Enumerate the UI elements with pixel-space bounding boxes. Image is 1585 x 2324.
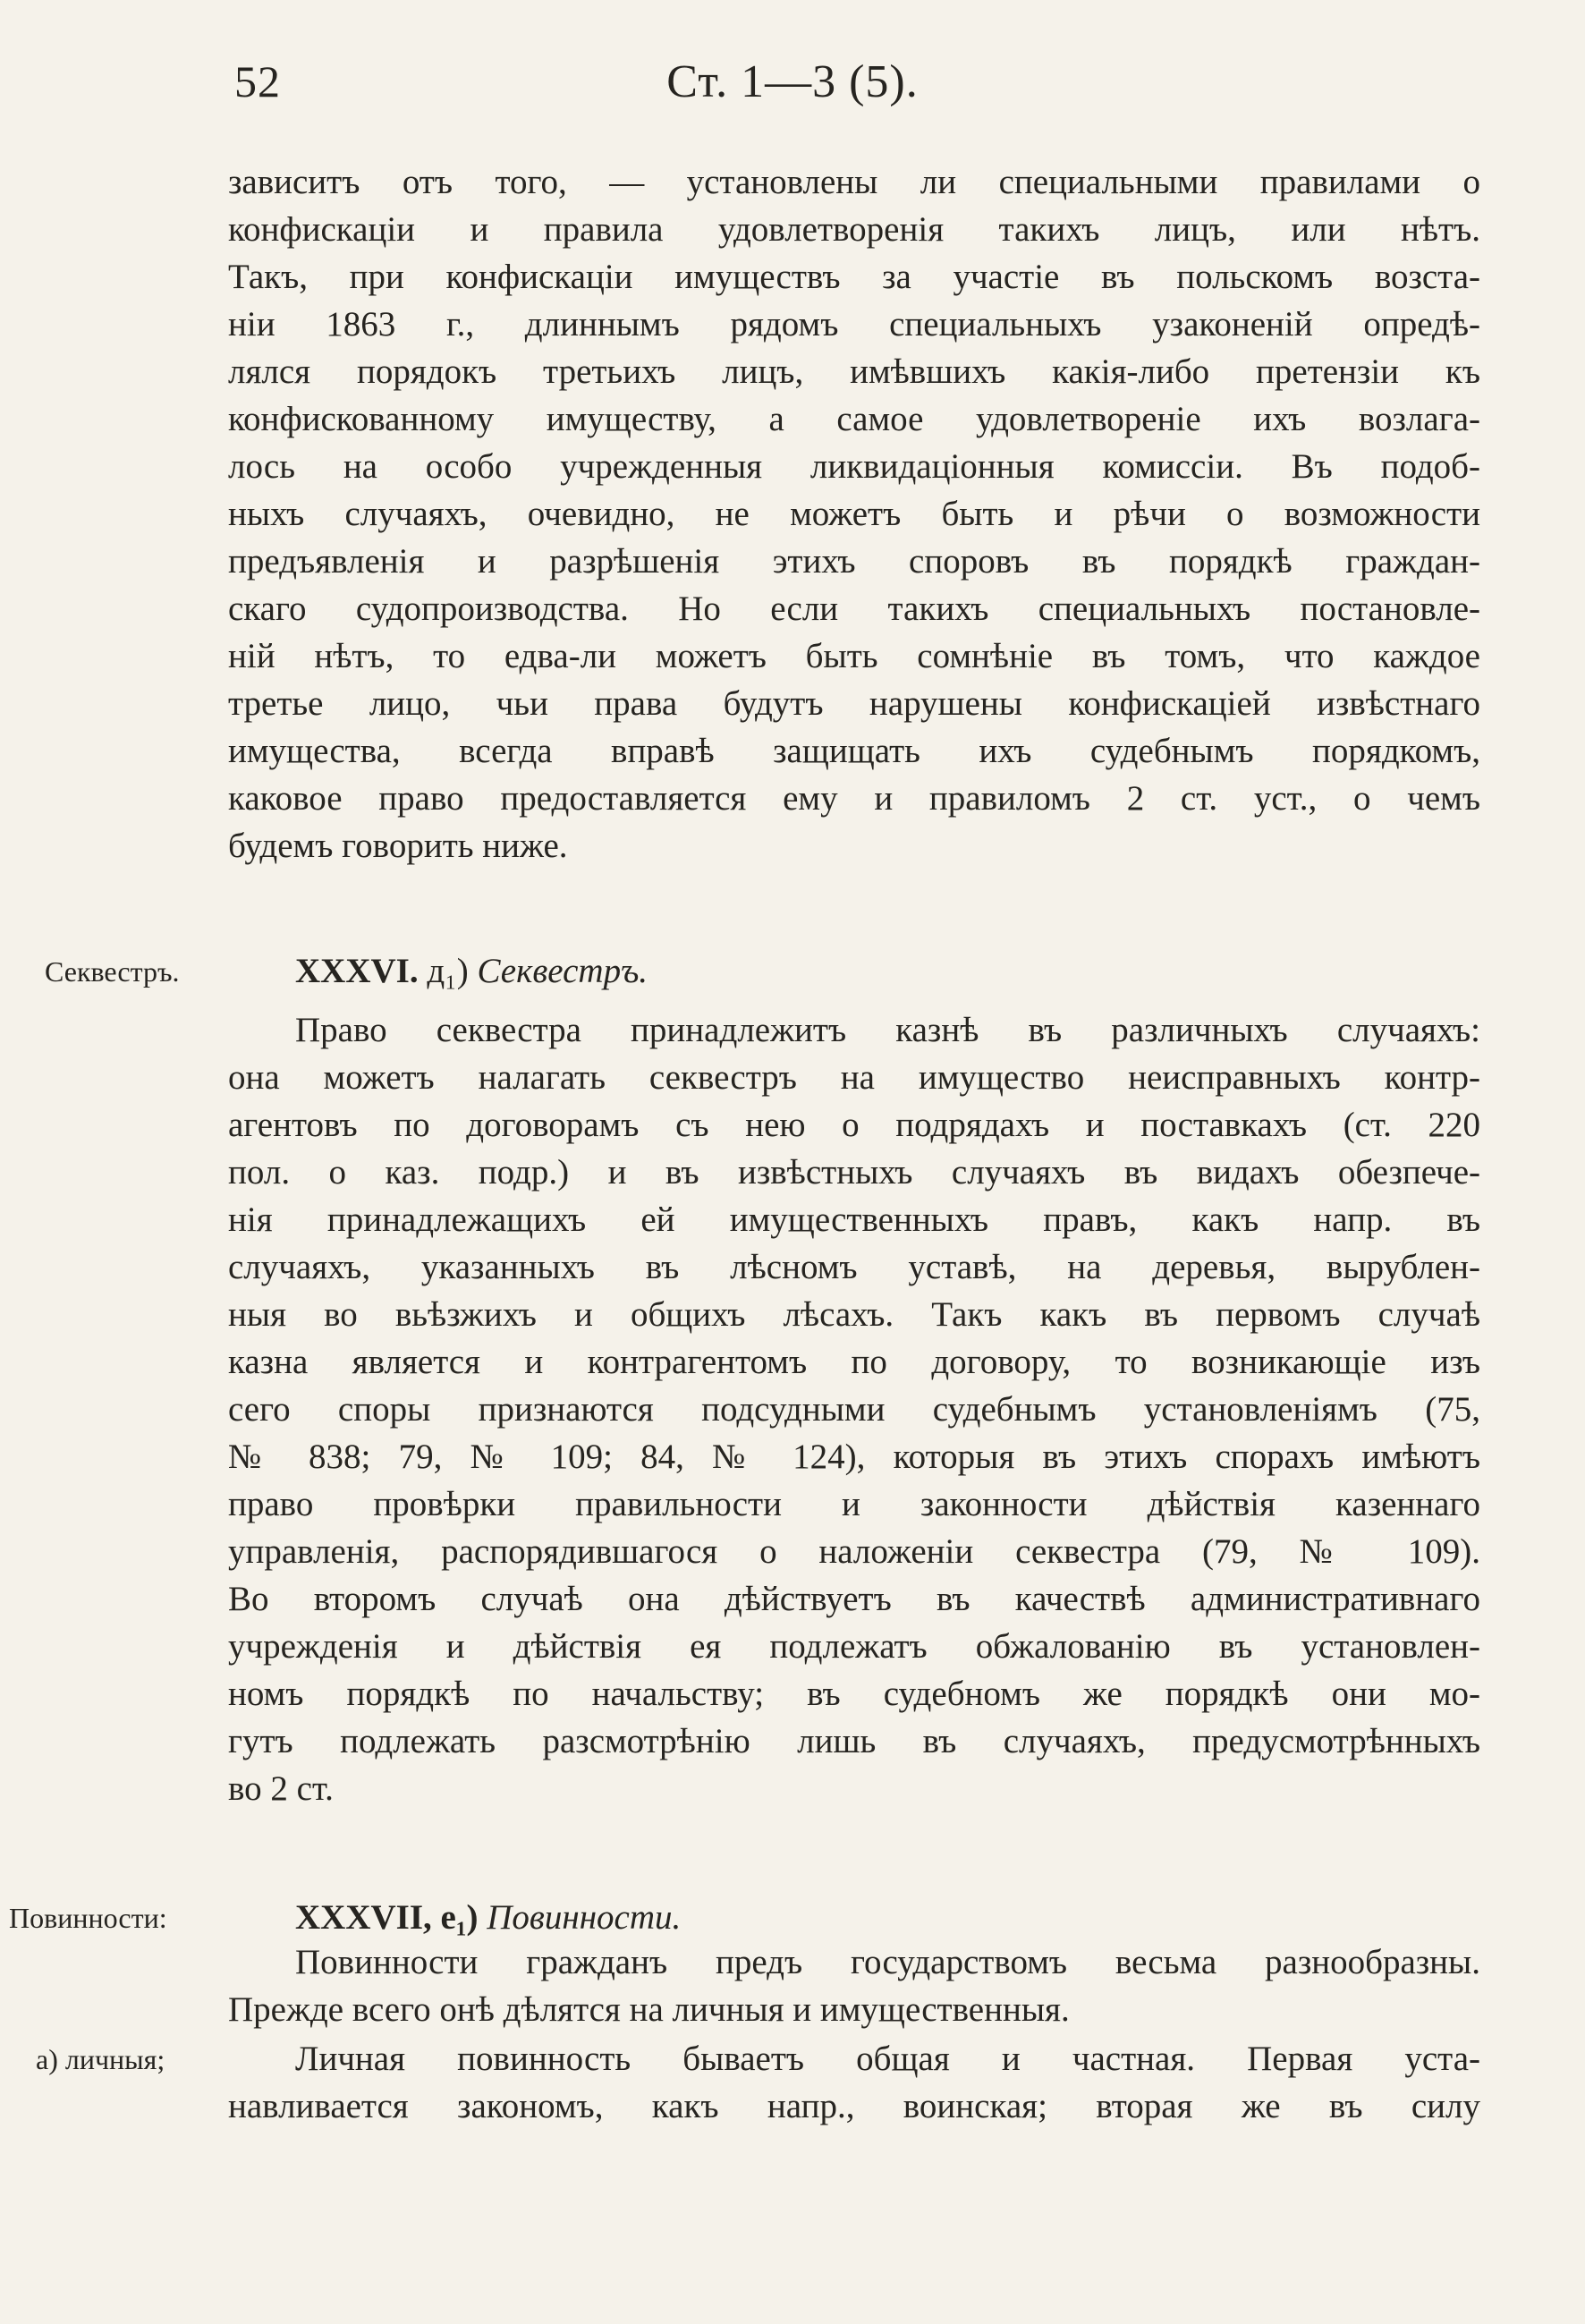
text-line: Прежде всего онѣ дѣлятся на личныя и имущественныя. xyxy=(228,1990,1070,2029)
section-letter: е₁) xyxy=(440,1898,479,1937)
text-line: учрежденія и дѣйствія ея подлежатъ обжалованію въ установлен- xyxy=(228,1627,1480,1666)
section-heading-36 xyxy=(295,948,1480,995)
text-line: лялся порядокъ третьихъ лицъ, имѣвшихъ какія-либо претензіи къ xyxy=(228,352,1480,391)
text-line: Такъ, при конфискаціи имуществъ за участіе въ польскомъ возста- xyxy=(228,258,1480,296)
text-line: сего споры признаются подсудными судебнымъ установленіямъ (75, xyxy=(228,1390,1480,1429)
text-line: конфискаціи и правила удовлетворенія такихъ лицъ, или нѣтъ. xyxy=(228,210,1480,249)
text-line: номъ порядкѣ по начальству; въ судебномъ же порядкѣ они мо- xyxy=(228,1675,1480,1713)
margin-note-personal: а) личныя; xyxy=(36,2043,165,2075)
text-line: нія принадлежащихъ ей имущественныхъ правъ, какъ напр. въ xyxy=(228,1200,1480,1239)
text-line: случаяхъ, указанныхъ въ лѣсномъ уставѣ, на деревья, вырублен- xyxy=(228,1248,1480,1286)
text-line: ныхъ случаяхъ, очевидно, не можетъ быть и рѣчи о возможности xyxy=(228,495,1480,533)
margin-note-sequester: Секвестръ. xyxy=(45,955,180,988)
text-line: будемъ говорить ниже. xyxy=(228,827,568,865)
text-line: пол. о каз. подр.) и въ извѣстныхъ случаяхъ въ видахъ обезпече- xyxy=(228,1153,1480,1192)
text-line: ній нѣтъ, то едва-ли можетъ быть сомнѣніе въ томъ, что каждое xyxy=(228,637,1480,675)
text-line: конфискованному имуществу, а самое удовлетвореніе ихъ возлага- xyxy=(228,400,1480,438)
section-letter: д₁) xyxy=(427,952,469,990)
text-line: агентовъ по договорамъ съ нею о подрядахъ и поставкахъ (ст. 220 xyxy=(228,1106,1480,1144)
text-line: зависитъ отъ того, — установлены ли специальными правилами о xyxy=(228,163,1480,201)
text-line: имущества, всегда вправѣ защищать ихъ судебнымъ порядкомъ, xyxy=(228,732,1480,770)
text-line: управленія, распорядившагося о наложеніи секвестра (79, № 109). xyxy=(228,1532,1480,1571)
text-line: навливается закономъ, какъ напр., воинская; вторая же въ силу xyxy=(228,2087,1480,2125)
page-number: 52 xyxy=(234,56,281,106)
text-line: Во второмъ случаѣ она дѣйствуетъ въ качествѣ административнаго xyxy=(228,1580,1480,1618)
text-line: право провѣрки правильности и законности дѣйствія казеннаго xyxy=(228,1485,1480,1523)
text-line: предъявленія и разрѣшенія этихъ споровъ въ порядкѣ граждан- xyxy=(228,542,1480,581)
text-line: во 2 ст. xyxy=(228,1769,334,1808)
text-line: гутъ подлежать разсмотрѣнію лишь въ случаяхъ, предусмотрѣнныхъ xyxy=(228,1722,1480,1760)
text-line: казна является и контрагентомъ по договору, то возникающіе изъ xyxy=(228,1343,1480,1381)
text-line: скаго судопроизводства. Но если такихъ специальныхъ постановле- xyxy=(228,589,1480,628)
section-heading-37 xyxy=(295,1895,1480,1941)
text-line: каковое право предоставляется ему и правиломъ 2 ст. уст., о чемъ xyxy=(228,779,1480,818)
text-line: лось на особо учрежденныя ликвидаціонныя комиссіи. Въ подоб- xyxy=(228,447,1480,486)
text-line: Право секвестра принадлежитъ казнѣ въ различныхъ случаяхъ: xyxy=(295,1011,1480,1049)
section-number: XXXVI. xyxy=(295,952,419,990)
page-header-title: Ст. 1—3 (5). xyxy=(666,56,919,107)
text-line: ныя во вьѣзжихъ и общихъ лѣсахъ. Такъ какъ въ первомъ случаѣ xyxy=(228,1295,1480,1334)
text-line: № 838; 79, № 109; 84, № 124), которыя въ этихъ спорахъ имѣютъ xyxy=(228,1438,1480,1476)
text-line: ніи 1863 г., длиннымъ рядомъ специальныхъ узаконеній опредѣ- xyxy=(228,305,1480,344)
text-line: третье лицо, чьи права будутъ нарушены конфискаціей извѣстнаго xyxy=(228,684,1480,723)
margin-note-duties: Повинности: xyxy=(9,1902,167,1934)
section-title: Повинности. xyxy=(487,1898,682,1937)
section-title: Секвестръ. xyxy=(477,952,648,990)
text-line: она можетъ налагать секвестръ на имущество неисправныхъ контр- xyxy=(228,1058,1480,1097)
section-number: XXXVII, xyxy=(295,1898,432,1937)
text-line: Повинности гражданъ предъ государствомъ весьма разнообразны. xyxy=(295,1943,1480,1981)
text-line: Личная повинность бываетъ общая и частная. Первая уста- xyxy=(295,2040,1480,2078)
